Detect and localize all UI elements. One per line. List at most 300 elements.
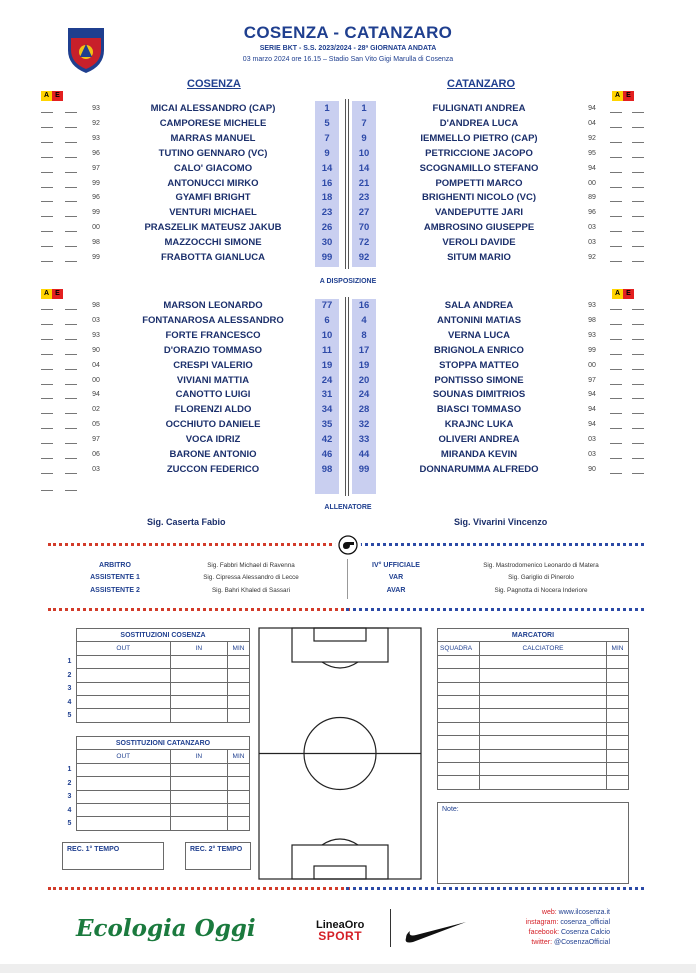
away-birth-year: 92: [588, 254, 596, 261]
home-birth-year: 98: [92, 302, 100, 309]
card-dash: [632, 112, 644, 113]
card-dash: [610, 458, 622, 459]
home-player-number: 16: [321, 177, 333, 189]
away-player-name: OLIVERI ANDREA: [438, 434, 520, 446]
away-player-number: 17: [358, 344, 370, 356]
player-row: [0, 103, 696, 118]
away-player-name: BRIGNOLA ENRICO: [434, 344, 524, 356]
away-birth-year: 93: [588, 302, 596, 309]
card-dash: [610, 443, 622, 444]
home-birth-year: 99: [92, 209, 100, 217]
card-dash: [41, 231, 53, 232]
home-player-number: 23: [321, 207, 333, 219]
card-dash: [41, 428, 53, 429]
subs-home-table: [62, 628, 250, 723]
away-player-number: 28: [358, 404, 370, 416]
card-dash: [610, 324, 622, 325]
card-dash: [632, 458, 644, 459]
home-player-name: MARSON LEONARDO: [163, 300, 263, 311]
away-player-number: 24: [358, 389, 370, 401]
table-row: [438, 695, 629, 708]
card-dash: [41, 187, 53, 188]
card-dash: [41, 398, 53, 399]
coach-label: ALLENATORE: [324, 504, 372, 511]
away-coach: Sig. Vivarini Vincenzo: [454, 517, 548, 527]
player-row: [0, 237, 696, 252]
card-dash: [65, 428, 77, 429]
home-birth-year: 90: [92, 346, 100, 354]
card-dash: [632, 369, 644, 370]
official-name: Sig. Bahri Khaled di Sassari: [211, 586, 291, 594]
away-birth-year: 95: [588, 149, 596, 157]
card-dash: [65, 172, 77, 173]
card-dash: [610, 246, 622, 247]
player-row: [0, 330, 696, 345]
home-player-number: 98: [321, 463, 333, 475]
away-birth-year: 03: [588, 239, 596, 247]
away-player-name: PETRICCIONE JACOPO: [425, 147, 533, 159]
table-row: 2: [63, 777, 250, 790]
home-player-name: CANOTTO LUIGI: [175, 389, 251, 401]
subs-home-title: SOSTITUZIONI COSENZA: [77, 629, 250, 642]
away-birth-year: 00: [588, 179, 596, 187]
home-player-number: 42: [321, 434, 333, 446]
table-row: [438, 722, 629, 735]
away-birth-year: 98: [588, 316, 596, 324]
away-player-name: MIRANDA KEVIN: [440, 449, 518, 460]
card-dash: [632, 216, 644, 217]
card-dash: [610, 428, 622, 429]
home-player-name: FORTE FRANCESCO: [165, 329, 261, 341]
recovery-second-box: [185, 842, 251, 870]
player-row: [0, 464, 696, 479]
home-birth-year: 04: [92, 361, 100, 369]
yellow-card-label: A: [612, 91, 623, 101]
facebook-link[interactable]: Cosenza Calcio: [560, 929, 610, 936]
player-row: [0, 207, 696, 222]
yellow-card-label: A: [41, 91, 52, 101]
away-player-number: 44: [358, 449, 370, 460]
home-player-name: BARONE ANTONIO: [169, 449, 257, 460]
home-player-number: 11: [321, 344, 333, 356]
home-birth-year: 92: [92, 119, 100, 127]
official-role: ASSISTENTE 1: [90, 574, 140, 582]
notes-label: Note:: [442, 806, 459, 813]
away-player-number: 23: [358, 192, 370, 204]
card-dash: [610, 369, 622, 370]
yellow-card-label: A: [41, 289, 52, 299]
card-dash: [65, 157, 77, 158]
bench-label: A DISPOSIZIONE: [319, 278, 377, 285]
player-row: [0, 252, 696, 267]
card-dash: [41, 443, 53, 444]
card-dash: [41, 142, 53, 143]
card-dash: [65, 246, 77, 247]
home-player-name: MICAI ALESSANDRO (CAP): [150, 103, 276, 114]
home-player-name: CALO' GIACOMO: [173, 162, 253, 174]
away-player-number: 16: [358, 300, 370, 311]
home-player-name: FLORENZI ALDO: [174, 404, 252, 416]
date-venue-line: 03 marzo 2024 ore 16.15 – Stadio San Vito Gigi Marulla di Cosenza: [242, 56, 454, 63]
home-coach: Sig. Caserta Fabio: [147, 517, 226, 527]
col-in: IN: [170, 750, 227, 763]
card-dash: [65, 339, 77, 340]
away-player-name: POMPETTI MARCO: [435, 177, 523, 189]
table-row: [438, 682, 629, 695]
away-birth-year: 94: [588, 105, 596, 112]
home-player-number: 10: [321, 329, 333, 341]
table-row: 3: [63, 790, 250, 803]
home-player-number: 14: [321, 162, 333, 174]
away-player-name: AMBROSINO GIUSEPPE: [423, 222, 535, 234]
player-row: [0, 449, 696, 464]
home-player-name: CRESPI VALERIO: [173, 359, 253, 371]
card-dash: [610, 201, 622, 202]
home-player-number: 46: [321, 449, 333, 460]
card-dash: [632, 324, 644, 325]
official-name: Sig. Mastrodomenico Leonardo di Matera: [483, 562, 599, 569]
card-dash: [65, 398, 77, 399]
card-dash: [632, 413, 644, 414]
col-min: MIN: [228, 642, 250, 655]
away-birth-year: 94: [588, 164, 596, 172]
card-dash: [65, 261, 77, 262]
home-player-number: 26: [321, 222, 333, 234]
home-player-number: 19: [321, 359, 333, 371]
card-dash: [41, 473, 53, 474]
home-player-number: 77: [321, 300, 333, 311]
away-player-number: 70: [358, 222, 370, 234]
table-row: 1: [63, 763, 250, 776]
card-dash: [610, 142, 622, 143]
card-dash: [65, 458, 77, 459]
card-dash: [41, 384, 53, 385]
away-player-number: 72: [358, 237, 370, 249]
home-bench-cards-header: [41, 289, 63, 299]
player-row: [0, 375, 696, 390]
table-row: [438, 655, 629, 668]
card-dash: [65, 231, 77, 232]
home-birth-year: 06: [92, 451, 100, 458]
table-row: 2: [63, 669, 250, 682]
instagram-link[interactable]: cosenza_official: [560, 919, 610, 926]
card-dash: [610, 216, 622, 217]
home-player-number: 24: [321, 374, 333, 386]
away-birth-year: 96: [588, 209, 596, 217]
home-birth-year: 05: [92, 421, 100, 429]
player-row: [0, 163, 696, 178]
player-row: [0, 222, 696, 237]
away-player-name: SALA ANDREA: [444, 300, 514, 311]
red-card-label: E: [623, 289, 634, 299]
card-dash: [610, 384, 622, 385]
col-out: OUT: [77, 642, 171, 655]
home-player-number: 6: [324, 314, 330, 326]
card-dash: [610, 112, 622, 113]
subs-away-title: SOSTITUZIONI CATANZARO: [77, 737, 250, 750]
away-player-name: DONNARUMMA ALFREDO: [419, 463, 539, 475]
card-dash: [632, 172, 644, 173]
card-dash: [65, 201, 77, 202]
card-dash: [65, 443, 77, 444]
card-dash: [65, 187, 77, 188]
whistle-holder: [335, 534, 361, 556]
home-player-name: GYAMFI BRIGHT: [175, 192, 251, 204]
away-birth-year: 99: [588, 346, 596, 354]
player-row: [0, 148, 696, 163]
official-row: [0, 574, 696, 586]
away-player-number: 32: [358, 419, 370, 431]
card-dash: [632, 473, 644, 474]
card-dash: [610, 172, 622, 173]
card-dash: [41, 216, 53, 217]
away-player-number: 7: [361, 117, 367, 129]
player-row: [0, 345, 696, 360]
away-player-name: KRAJNC LUKA: [444, 419, 514, 431]
home-birth-year: 93: [92, 105, 100, 112]
table-row: [438, 709, 629, 722]
away-birth-year: 92: [588, 134, 596, 142]
footer-divider: [48, 887, 644, 890]
away-player-name: SCOGNAMILLO STEFANO: [419, 162, 539, 174]
away-player-name: PONTISSO SIMONE: [434, 374, 524, 386]
away-birth-year: 94: [588, 406, 596, 414]
home-birth-year: 00: [92, 376, 100, 384]
col-out: OUT: [77, 750, 171, 763]
card-dash: [610, 339, 622, 340]
away-player-name: ANTONINI MATIAS: [436, 314, 522, 326]
card-dash: [65, 473, 77, 474]
table-row: 5: [63, 709, 250, 722]
player-row: [0, 178, 696, 193]
home-player-number: 9: [324, 147, 330, 159]
away-cards-header: [612, 91, 634, 101]
away-bench-cards-header: [612, 289, 634, 299]
away-player-name: SITUM MARIO: [447, 252, 511, 263]
player-row: [0, 404, 696, 419]
card-dash: [632, 309, 644, 310]
card-dash: [41, 112, 53, 113]
card-dash: [610, 157, 622, 158]
card-dash: [41, 354, 53, 355]
player-row: [0, 419, 696, 434]
home-birth-year: 97: [92, 436, 100, 444]
card-dash: [632, 443, 644, 444]
away-birth-year: 00: [588, 361, 596, 369]
card-dash: [610, 231, 622, 232]
whistle-icon: [335, 534, 361, 556]
away-player-name: STOPPA MATTEO: [439, 359, 519, 371]
table-row: [438, 776, 629, 789]
card-dash: [65, 384, 77, 385]
card-dash: [41, 246, 53, 247]
col-in: IN: [170, 642, 227, 655]
home-player-number: 7: [324, 132, 330, 144]
official-role: ASSISTENTE 2: [90, 586, 140, 594]
home-player-name: VOCA IDRIZ: [185, 434, 241, 446]
away-birth-year: 03: [588, 224, 596, 232]
card-dash: [632, 246, 644, 247]
table-row: 3: [63, 682, 250, 695]
card-dash: [65, 127, 77, 128]
social-links: web: www.ilcosenza.it instagram: cosenza_official facebook: Cosenza Calcio twitter: @CosenzaOfficial: [525, 909, 610, 946]
away-player-name: VANDEPUTTE JARI: [435, 207, 523, 219]
player-row: [0, 434, 696, 449]
card-dash: [65, 142, 77, 143]
twitter-link[interactable]: @CosenzaOfficial: [554, 939, 610, 946]
red-card-label: E: [623, 91, 634, 101]
player-row: [0, 133, 696, 148]
card-dash: [632, 261, 644, 262]
card-dash: [632, 142, 644, 143]
card-dash: [632, 231, 644, 232]
officials-divider-line: [347, 559, 348, 599]
away-birth-year: 90: [588, 465, 596, 473]
card-dash: [65, 216, 77, 217]
away-birth-year: 97: [588, 376, 596, 384]
card-dash: [41, 201, 53, 202]
recovery-first-label: REC. 1° TEMPO: [67, 846, 120, 853]
scorers-title: MARCATORI: [438, 629, 629, 642]
table-row: [438, 762, 629, 775]
away-birth-year: 04: [588, 119, 596, 127]
home-player-number: 99: [321, 252, 333, 263]
card-dash: [41, 339, 53, 340]
table-row: [438, 736, 629, 749]
away-player-number: 20: [358, 374, 370, 386]
away-player-number: 8: [361, 329, 367, 341]
card-dash: [41, 369, 53, 370]
away-player-number: 19: [358, 359, 370, 371]
official-name: Sig. Gariglio di Pinerolo: [508, 574, 574, 582]
official-role: AVAR: [386, 586, 406, 594]
away-player-number: 1: [361, 103, 367, 114]
scorers-table: [437, 628, 629, 790]
subs-away-table: [62, 736, 250, 831]
home-birth-year: 98: [92, 239, 100, 247]
home-player-name: ANTONUCCI MIRKO: [167, 177, 259, 189]
card-dash: [65, 112, 77, 113]
official-name: Sig. Cipressa Alessandro di Lecce: [203, 574, 299, 582]
table-row: 1: [63, 655, 250, 668]
home-player-number: 5: [324, 117, 330, 129]
empty-dash: [65, 490, 77, 491]
card-dash: [65, 369, 77, 370]
away-birth-year: 94: [588, 421, 596, 429]
official-row: [0, 562, 696, 574]
away-birth-year: 03: [588, 451, 596, 458]
table-row: [438, 749, 629, 762]
player-row: [0, 300, 696, 315]
card-dash: [41, 458, 53, 459]
card-dash: [65, 413, 77, 414]
lineaoro-sport-logo: [316, 920, 364, 942]
home-player-name: FRABOTTA GIANLUCA: [161, 252, 265, 263]
red-card-label: E: [52, 289, 63, 299]
player-row: [0, 118, 696, 133]
home-player-name: MAZZOCCHI SIMONE: [164, 237, 262, 249]
away-birth-year: 03: [588, 436, 596, 444]
away-player-name: D'ANDREA LUCA: [439, 117, 519, 129]
col-team: SQUADRA: [438, 642, 480, 655]
card-dash: [632, 339, 644, 340]
home-birth-year: 96: [92, 149, 100, 157]
home-birth-year: 02: [92, 406, 100, 414]
home-player-number: 35: [321, 419, 333, 431]
card-dash: [610, 187, 622, 188]
away-player-name: VEROLI DAVIDE: [442, 237, 516, 249]
card-dash: [41, 324, 53, 325]
card-dash: [610, 473, 622, 474]
home-player-number: 1: [324, 103, 330, 114]
col-min: MIN: [607, 642, 629, 655]
official-name: Sig. Pagnotta di Nocera Inderiore: [494, 586, 588, 594]
card-dash: [41, 157, 53, 158]
official-role: IV° UFFICIALE: [372, 562, 420, 569]
home-cards-header: [41, 91, 63, 101]
away-player-number: 9: [361, 132, 367, 144]
away-player-name: FULIGNATI ANDREA: [432, 103, 526, 114]
card-dash: [632, 187, 644, 188]
home-player-name: PRASZELIK MATEUSZ JAKUB: [144, 222, 282, 234]
empty-dash: [41, 490, 53, 491]
away-player-number: 92: [358, 252, 370, 263]
away-player-number: 99: [358, 463, 370, 475]
home-birth-year: 03: [92, 465, 100, 473]
card-dash: [610, 413, 622, 414]
table-row: 4: [63, 695, 250, 708]
official-role: VAR: [388, 574, 404, 582]
card-dash: [632, 398, 644, 399]
player-row: [0, 192, 696, 207]
player-row: [0, 389, 696, 404]
home-birth-year: 93: [92, 331, 100, 339]
card-dash: [41, 413, 53, 414]
card-dash: [610, 261, 622, 262]
away-player-number: 33: [358, 434, 370, 446]
card-dash: [632, 157, 644, 158]
sport-text: SPORT: [318, 929, 363, 943]
website-link[interactable]: www.ilcosenza.it: [558, 909, 610, 916]
home-birth-year: 96: [92, 194, 100, 202]
card-dash: [65, 354, 77, 355]
home-birth-year: 97: [92, 164, 100, 172]
recovery-second-label: REC. 2° TEMPO: [190, 846, 243, 853]
home-player-number: 18: [321, 192, 333, 204]
card-dash: [610, 309, 622, 310]
card-dash: [65, 309, 77, 310]
lower-divider: [48, 608, 644, 611]
away-player-name: VERNA LUCA: [448, 329, 510, 341]
card-dash: [41, 127, 53, 128]
notes-box: [437, 802, 629, 884]
sponsor-separator: [390, 909, 391, 947]
col-min: MIN: [228, 750, 250, 763]
yellow-card-label: A: [612, 289, 623, 299]
away-player-number: 27: [358, 207, 370, 219]
official-name: Sig. Fabbri Michael di Ravenna: [207, 562, 295, 569]
home-player-name: D'ORAZIO TOMMASO: [163, 344, 263, 356]
card-dash: [610, 127, 622, 128]
table-row: 4: [63, 803, 250, 816]
card-dash: [41, 309, 53, 310]
nike-swoosh-icon: [404, 918, 468, 944]
away-player-number: 10: [358, 147, 370, 159]
card-dash: [65, 324, 77, 325]
card-dash: [610, 398, 622, 399]
away-player-name: BRIGHENTI NICOLO (VC): [422, 192, 536, 204]
away-birth-year: 94: [588, 391, 596, 399]
